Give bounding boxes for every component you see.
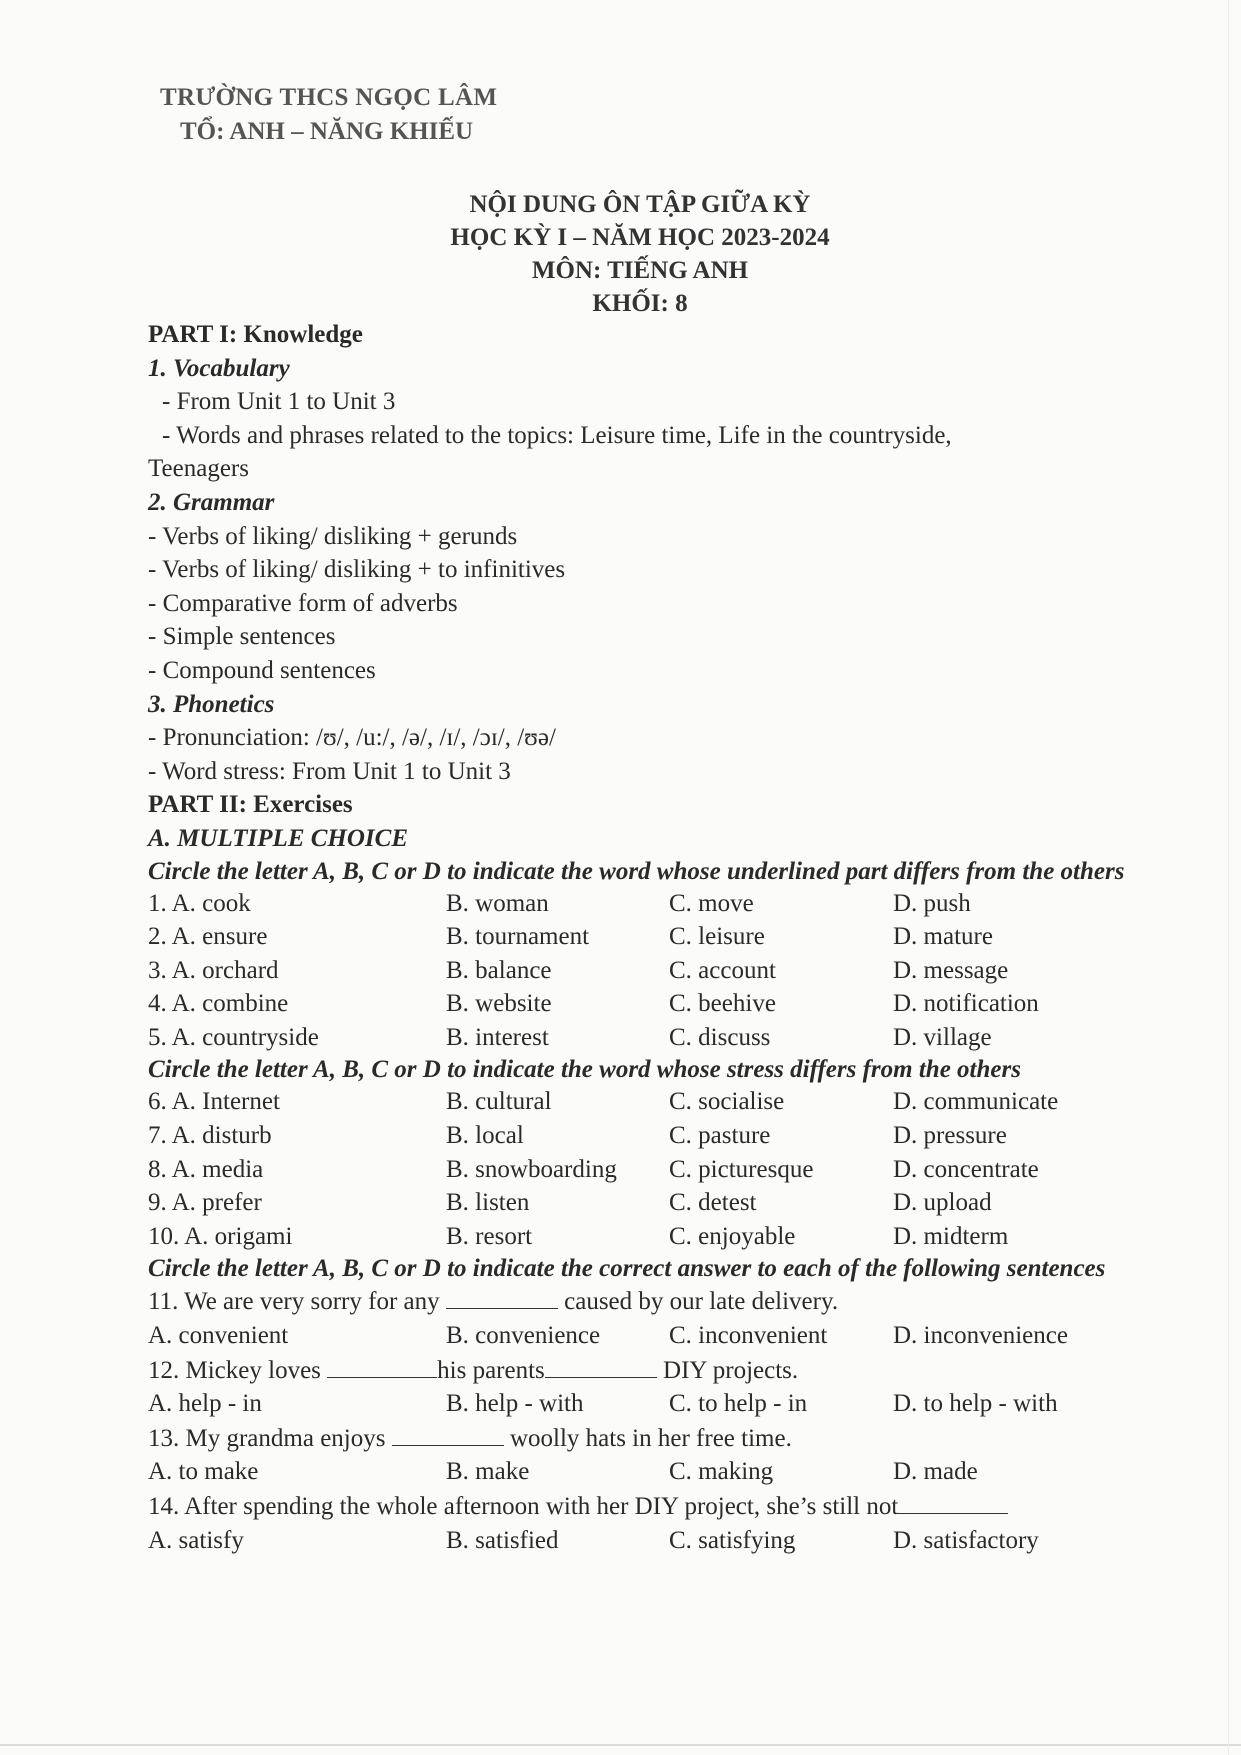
question-12 [148, 1353, 1148, 1388]
answer-options [148, 1319, 1148, 1353]
question-row [148, 1085, 1148, 1119]
vocab-item: - Words and phrases related to the topics: Leisure time, Life in the countryside, [162, 421, 952, 449]
question-row [148, 1021, 1148, 1055]
option-b: B. resort [446, 1222, 533, 1250]
option-a: 10. A. origami [148, 1222, 293, 1250]
section-a-heading: A. MULTIPLE CHOICE [148, 824, 408, 852]
option-c: C. making [669, 1458, 774, 1486]
question-text: 13. My grandma enjoys [148, 1424, 392, 1452]
school-name: TRƯỜNG THCS NGỌC LÂM [160, 84, 498, 111]
option-b: B. snowboarding [446, 1155, 617, 1183]
answer-options [148, 1524, 1148, 1558]
document-title [380, 188, 900, 320]
question-text: his parents [437, 1356, 545, 1384]
answer-options [148, 1455, 1148, 1489]
option-a: 7. A. disturb [148, 1122, 272, 1150]
question-row [148, 987, 1148, 1021]
vocab-item-cont: Teenagers [148, 455, 249, 483]
question-row [148, 887, 1148, 921]
option-b: B. make [446, 1458, 530, 1486]
option-a: 1. A. cook [148, 889, 251, 917]
question-row [148, 954, 1148, 988]
option-d: D. inconvenience [893, 1322, 1068, 1350]
question-text: woolly hats in her free time. [503, 1424, 792, 1452]
option-c: C. detest [669, 1189, 757, 1217]
option-d: D. pressure [893, 1122, 1007, 1150]
option-b: B. tournament [446, 923, 590, 951]
title-line-4: KHỐI: 8 [592, 290, 688, 317]
option-a: 5. A. countryside [148, 1023, 319, 1051]
option-d: D. mature [893, 923, 993, 951]
question-text: DIY projects. [656, 1356, 799, 1384]
option-d: D. village [893, 1023, 992, 1051]
option-a: A. convenient [148, 1322, 289, 1350]
grammar-heading: 2. Grammar [148, 488, 275, 516]
option-b: B. local [446, 1122, 524, 1150]
option-a: 3. A. orchard [148, 956, 279, 984]
option-b: B. cultural [446, 1088, 552, 1116]
option-a: A. satisfy [148, 1526, 244, 1554]
option-c: C. leisure [669, 923, 765, 951]
vocab-heading: 1. Vocabulary [148, 354, 290, 382]
option-c: C. to help - in [669, 1390, 808, 1418]
title-line-3: MÔN: TIẾNG ANH [531, 257, 749, 284]
instruction-pronunciation: Circle the letter A, B, C or D to indicate the word whose underlined part differs from the others [148, 857, 1125, 885]
option-a: 2. A. ensure [148, 923, 268, 951]
title-line-1: NỘI DUNG ÔN TẬP GIỮA KỲ [469, 191, 811, 218]
instruction-answer: Circle the letter A, B, C or D to indicate the correct answer to each of the following sentences [148, 1255, 1106, 1283]
answer-blank [327, 1353, 437, 1378]
option-b: B. balance [446, 956, 552, 984]
title-line-2: HỌC KỲ I – NĂM HỌC 2023-2024 [450, 224, 830, 251]
option-d: D. concentrate [893, 1155, 1039, 1183]
question-11 [148, 1284, 1148, 1319]
option-b: B. satisfied [446, 1526, 559, 1554]
answer-blank [898, 1489, 1008, 1514]
phonetics-heading: 3. Phonetics [148, 690, 275, 718]
vocab-item: - From Unit 1 to Unit 3 [162, 388, 396, 416]
option-b: B. website [446, 990, 552, 1018]
question-text: caused by our late delivery. [557, 1288, 839, 1316]
option-c: C. socialise [669, 1088, 785, 1116]
option-d: D. message [893, 956, 1009, 984]
option-c: C. pasture [669, 1122, 771, 1150]
option-d: D. satisfactory [893, 1526, 1039, 1554]
question-row [148, 920, 1148, 954]
grammar-item: - Comparative form of adverbs [148, 589, 458, 617]
page-bottom-edge [0, 1744, 1241, 1746]
question-13 [148, 1421, 1148, 1456]
option-b: B. interest [446, 1023, 549, 1051]
option-c: C. discuss [669, 1023, 771, 1051]
option-c: C. account [669, 956, 776, 984]
answer-options [148, 1387, 1148, 1421]
phonetics-item: - Pronunciation: /ʊ/, /u:/, /ə/, /ɪ/, /ɔɪ/, /ʊə/ [148, 724, 556, 752]
option-c: C. inconvenient [669, 1322, 828, 1350]
option-a: 4. A. combine [148, 990, 289, 1018]
document-body [148, 318, 1148, 1557]
instruction-stress: Circle the letter A, B, C or D to indicate the word whose stress differs from the others [148, 1056, 1021, 1084]
option-c: C. satisfying [669, 1526, 796, 1554]
question-14 [148, 1489, 1148, 1524]
option-d: D. communicate [893, 1088, 1059, 1116]
part1-heading: PART I: Knowledge [148, 321, 363, 348]
option-b: B. convenience [446, 1322, 601, 1350]
option-b: B. woman [446, 889, 549, 917]
question-row [148, 1119, 1148, 1153]
question-text: 12. Mickey loves [148, 1356, 328, 1384]
grammar-item: - Compound sentences [148, 656, 376, 684]
option-c: C. enjoyable [669, 1222, 796, 1250]
question-row [148, 1153, 1148, 1187]
answer-blank [545, 1353, 657, 1378]
option-a: 8. A. media [148, 1155, 264, 1183]
option-b: B. listen [446, 1189, 530, 1217]
question-row [148, 1220, 1148, 1254]
question-row [148, 1186, 1148, 1220]
grammar-item: - Simple sentences [148, 623, 336, 651]
page-right-edge [1228, 0, 1229, 1755]
option-a: 9. A. prefer [148, 1189, 262, 1217]
option-a: A. help - in [148, 1390, 262, 1418]
option-d: D. push [893, 889, 971, 917]
option-c: C. picturesque [669, 1155, 814, 1183]
phonetics-item: - Word stress: From Unit 1 to Unit 3 [148, 757, 511, 785]
answer-blank [392, 1421, 504, 1446]
option-d: D. to help - with [893, 1390, 1058, 1418]
department-name: TỔ: ANH – NĂNG KHIẾU [180, 118, 474, 145]
option-d: D. notification [893, 990, 1039, 1018]
grammar-item: - Verbs of liking/ disliking + to infinitives [148, 556, 566, 584]
grammar-item: - Verbs of liking/ disliking + gerunds [148, 522, 518, 550]
option-c: C. move [669, 889, 754, 917]
answer-blank [446, 1284, 558, 1309]
question-text: 11. We are very sorry for any [148, 1288, 446, 1316]
part2-heading: PART II: Exercises [148, 791, 353, 819]
option-d: D. midterm [893, 1222, 1009, 1250]
option-d: D. upload [893, 1189, 992, 1217]
option-a: A. to make [148, 1458, 259, 1486]
option-b: B. help - with [446, 1390, 584, 1418]
option-c: C. beehive [669, 990, 776, 1018]
option-a: 6. A. Internet [148, 1088, 280, 1116]
option-d: D. made [893, 1458, 978, 1486]
question-text: 14. After spending the whole afternoon with her DIY project, she’s still not [148, 1493, 899, 1520]
